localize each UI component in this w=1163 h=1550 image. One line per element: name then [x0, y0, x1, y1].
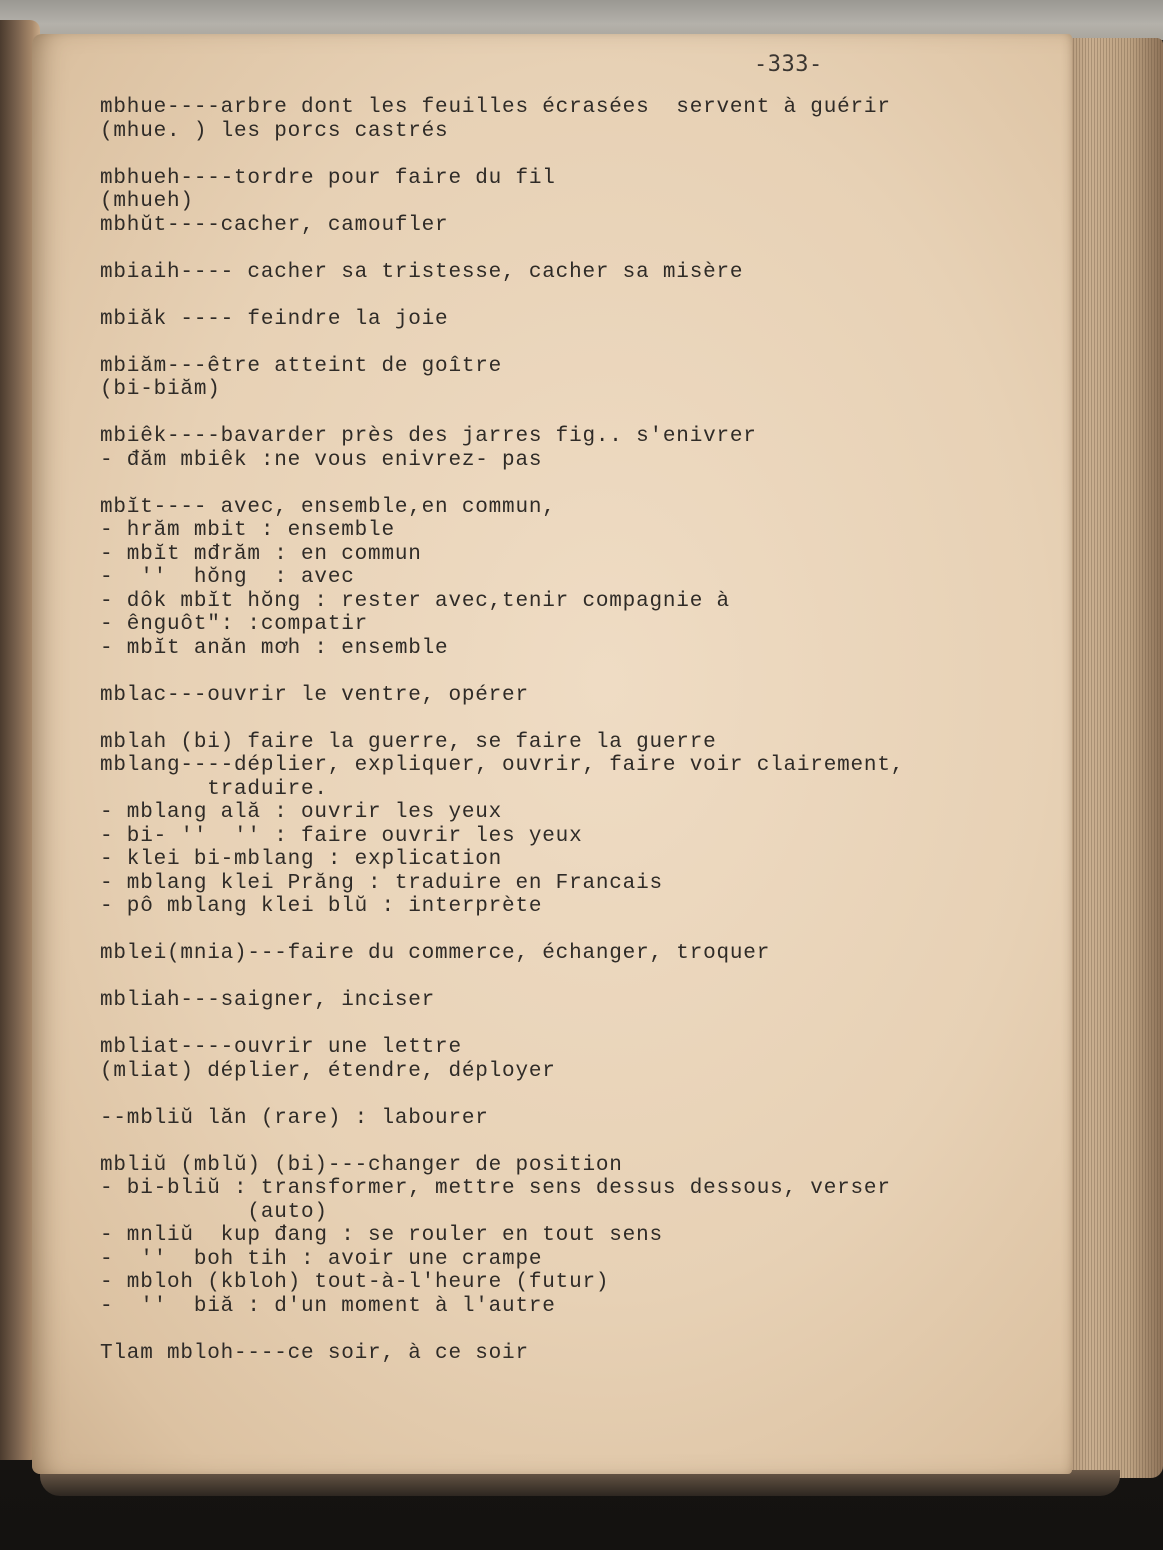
- entry-gap: [100, 1130, 1020, 1154]
- entry-line: - '' boh tih : avoir une crampe: [100, 1247, 543, 1271]
- entry-line: - mblang ală : ouvrir les yeux: [100, 801, 503, 824]
- entry-line: mbliat----ouvrir une lettre: [100, 1036, 462, 1059]
- entry-line: - bi- '' '' : faire ouvrir les yeux: [100, 824, 583, 848]
- entry-gap: [100, 143, 1020, 167]
- entry-line: (auto): [100, 1200, 328, 1224]
- entry-line: mbhŭt----cacher, camoufler: [100, 213, 449, 237]
- entry-line: - klei bi-mblang : explication: [100, 848, 503, 871]
- entry-line: - bi-bliŭ : transformer, mettre sens dessus dessous, verser: [100, 1177, 891, 1200]
- entry-gap: [100, 284, 1020, 308]
- page-number: -333-: [754, 52, 823, 77]
- dictionary-entry: [100, 355, 1020, 402]
- entry-line: - mnliŭ kup đang : se rouler en tout sens: [100, 1224, 663, 1247]
- entry-line: (mliat) déplier, étendre, déployer: [100, 1059, 556, 1083]
- entry-line: mblei(mnia)---faire du commerce, échanger, troquer: [100, 942, 771, 965]
- dictionary-entry: [100, 942, 1020, 966]
- dictionary-entries: [100, 96, 1020, 1365]
- dictionary-entry: [100, 1342, 1020, 1366]
- entry-line: - mblang klei Prăng : traduire en Francais: [100, 871, 663, 895]
- dictionary-entry: [100, 1107, 1020, 1131]
- entry-line: mblah (bi) faire la guerre, se faire la guerre: [100, 730, 717, 754]
- entry-gap: [100, 402, 1020, 426]
- dictionary-entry: [100, 261, 1020, 285]
- entry-gap: [100, 707, 1020, 731]
- entry-line: mbliŭ (mblŭ) (bi)---changer de position: [100, 1153, 623, 1177]
- entry-line: - đăm mbiêk :ne vous enivrez- pas: [100, 448, 543, 472]
- entry-line: mbiaih---- cacher sa tristesse, cacher sa misère: [100, 260, 744, 284]
- entry-line: - pô mblang klei blŭ : interprète: [100, 895, 543, 918]
- entry-line: - mbĭt anăn mơh : ensemble: [100, 636, 449, 660]
- entry-line: Tlam mbloh----ce soir, à ce soir: [100, 1341, 529, 1365]
- dictionary-entry: [100, 731, 1020, 919]
- entry-line: (mhue. ) les porcs castrés: [100, 119, 449, 143]
- entry-line: traduire.: [100, 777, 328, 801]
- entry-gap: [100, 237, 1020, 261]
- entry-gap: [100, 1013, 1020, 1037]
- entry-line: mbliah---saigner, inciser: [100, 989, 436, 1012]
- dictionary-entry: [100, 96, 1020, 143]
- entry-line: mblac---ouvrir le ventre, opérer: [100, 683, 529, 707]
- entry-line: - '' hŏng : avec: [100, 566, 355, 589]
- entry-line: (mhueh): [100, 190, 194, 213]
- entry-line: - '' biă : d'un moment à l'autre: [100, 1294, 556, 1318]
- entry-line: mbĭt---- avec, ensemble,en commun,: [100, 495, 556, 519]
- dictionary-entry: [100, 684, 1020, 708]
- entry-line: - mbĭt mđrăm : en commun: [100, 542, 422, 566]
- entry-line: - hrăm mbit : ensemble: [100, 519, 395, 542]
- entry-line: mbhueh----tordre pour faire du fil: [100, 166, 556, 190]
- entry-line: - ênguôt": :compatir: [100, 613, 369, 636]
- dictionary-entry: [100, 496, 1020, 661]
- entry-gap: [100, 966, 1020, 990]
- dictionary-entry: [100, 425, 1020, 472]
- entry-line: - mbloh (kbloh) tout-à-l'heure (futur): [100, 1271, 610, 1294]
- entry-gap: [100, 919, 1020, 943]
- entry-gap: [100, 1318, 1020, 1342]
- dictionary-entry: [100, 1036, 1020, 1083]
- entry-gap: [100, 472, 1020, 496]
- entry-gap: [100, 1083, 1020, 1107]
- dictionary-entry: [100, 989, 1020, 1013]
- entry-line: mbiăm---être atteint de goître: [100, 354, 503, 378]
- dictionary-entry: [100, 167, 1020, 238]
- entry-line: --mbliŭ lăn (rare) : labourer: [100, 1106, 489, 1130]
- entry-line: mbiăk ---- feindre la joie: [100, 307, 449, 331]
- entry-line: mbiêk----bavarder près des jarres fig.. s'enivrer: [100, 425, 757, 448]
- entry-line: mblang----déplier, expliquer, ouvrir, faire voir clairement,: [100, 754, 905, 777]
- dictionary-entry: [100, 308, 1020, 332]
- entry-line: mbhue----arbre dont les feuilles écrasées servent à guérir: [100, 96, 891, 119]
- entry-gap: [100, 331, 1020, 355]
- entry-line: (bi-biăm): [100, 378, 221, 401]
- entry-gap: [100, 660, 1020, 684]
- entry-line: - dôk mbĭt hŏng : rester avec,tenir compagnie à: [100, 589, 730, 613]
- dictionary-entry: [100, 1154, 1020, 1319]
